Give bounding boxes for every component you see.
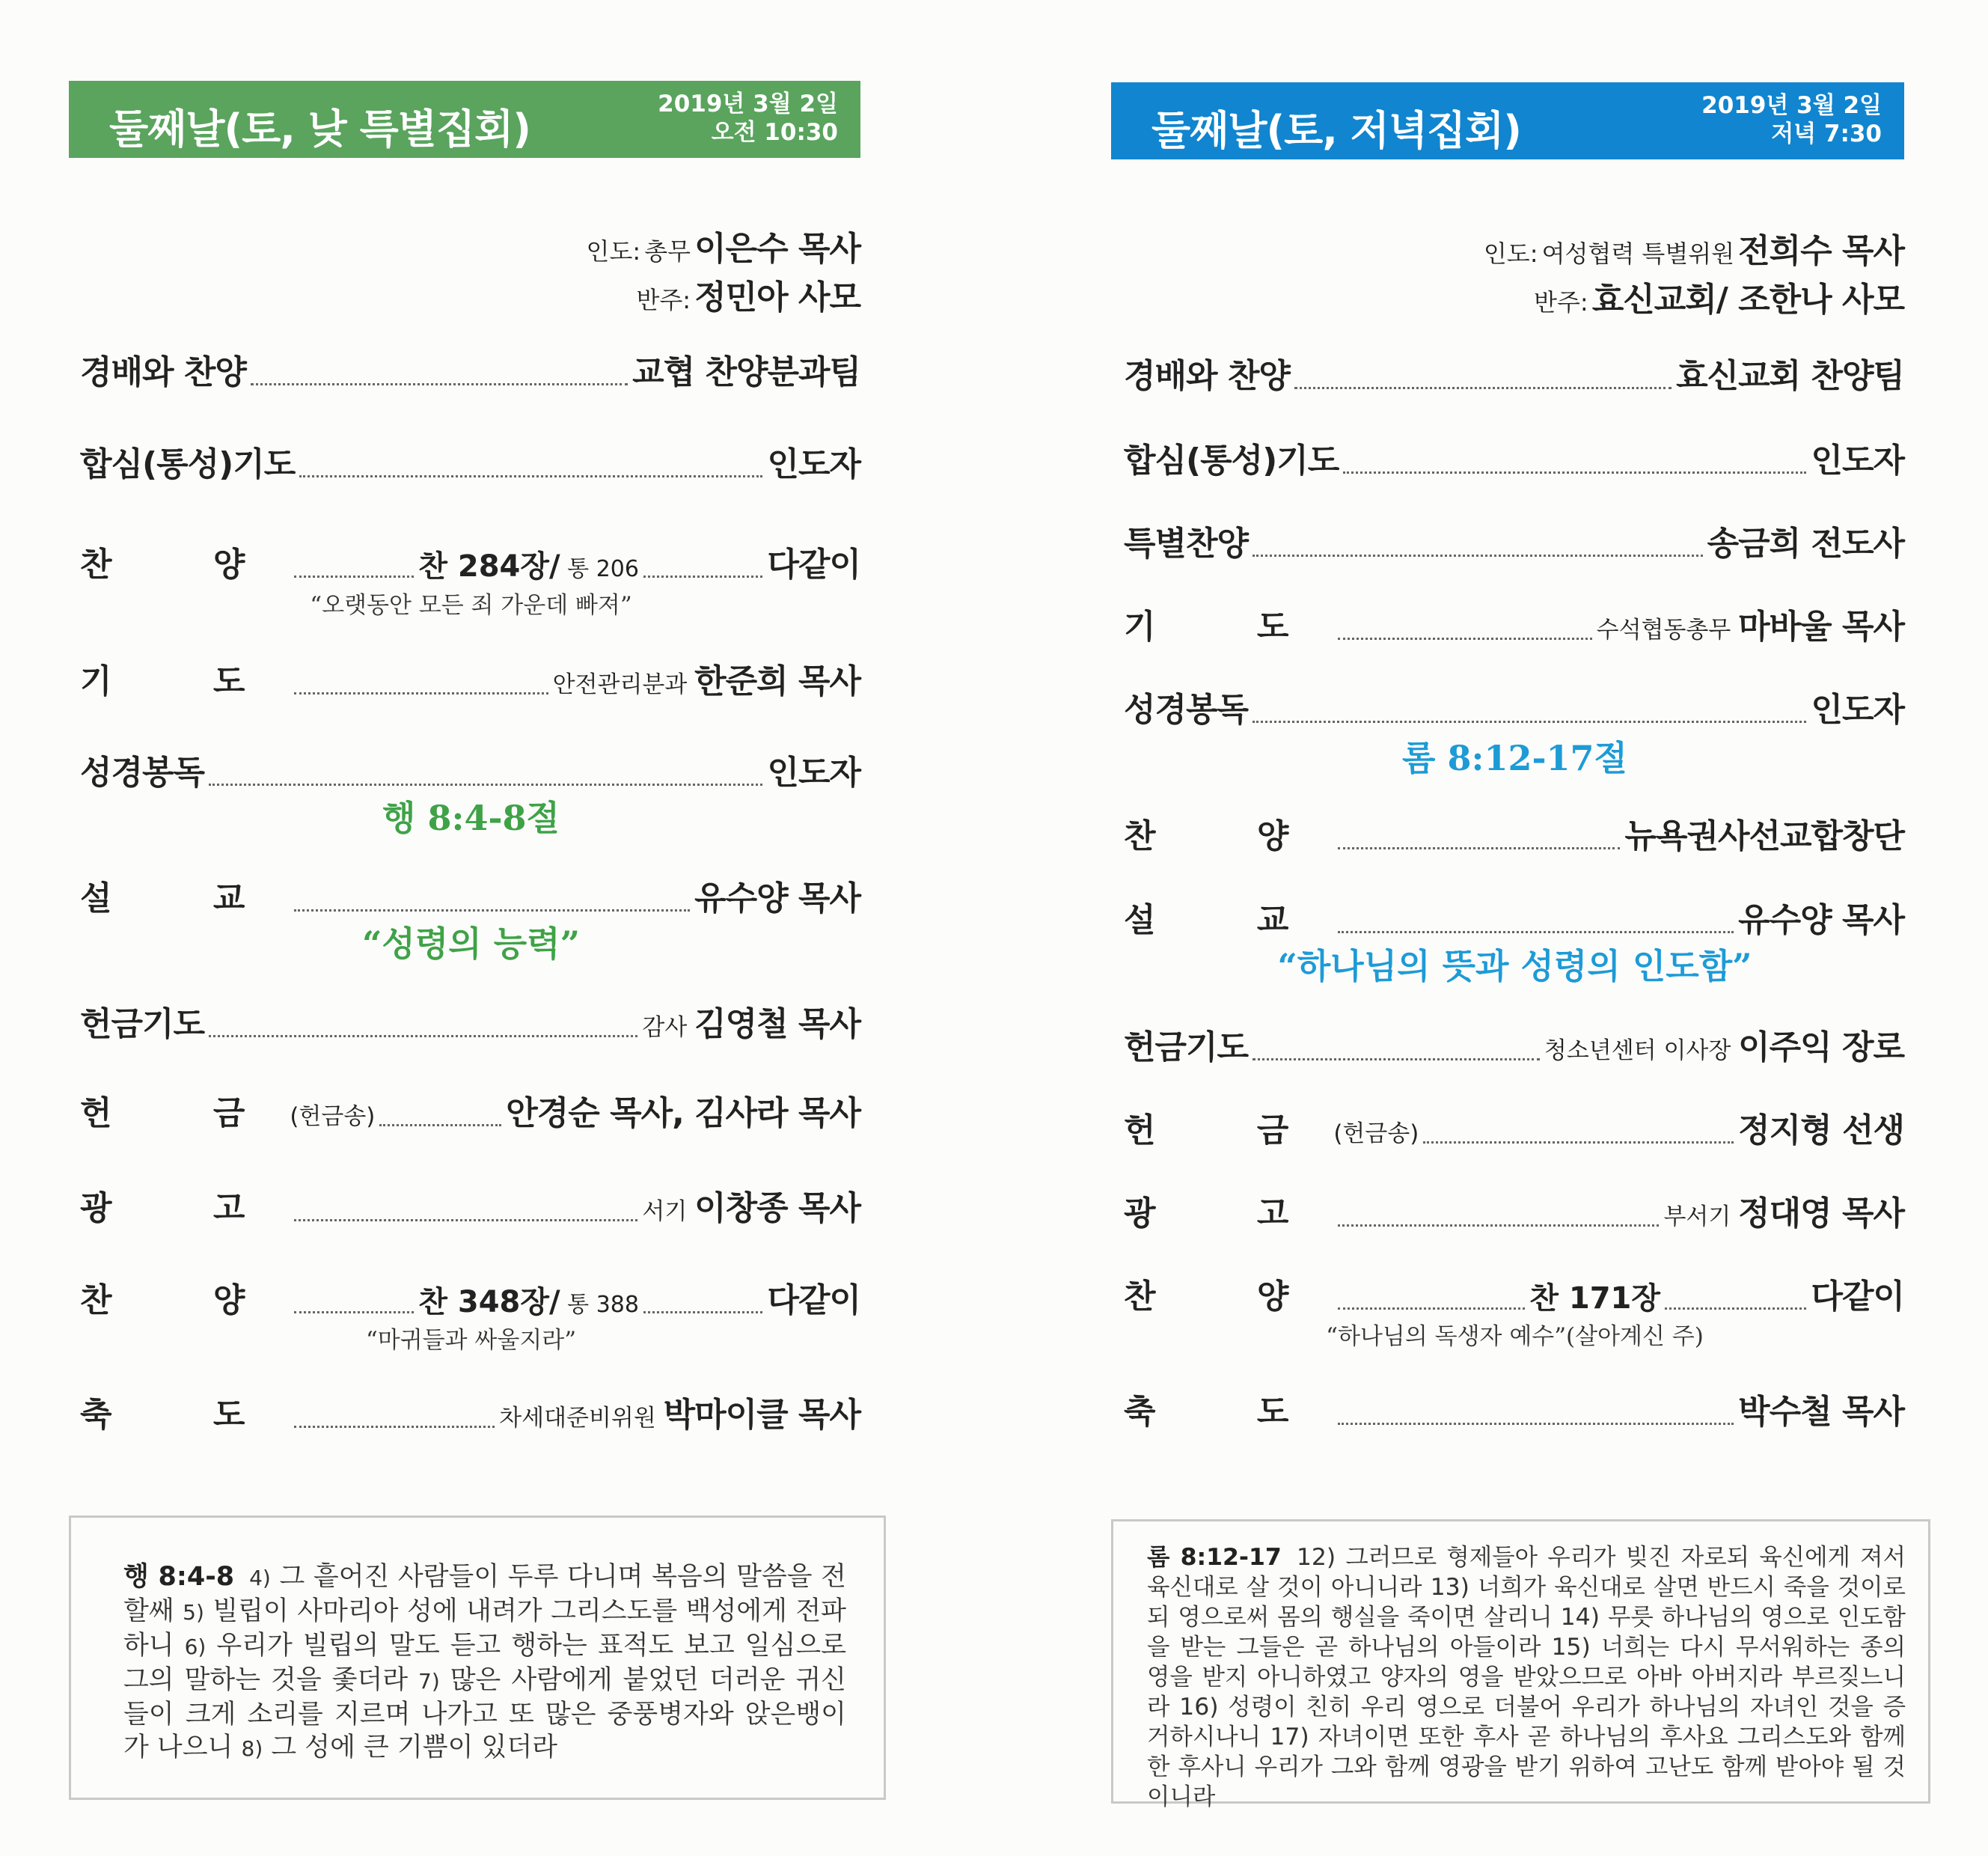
- leader-name: 전희수 목사: [1738, 232, 1904, 270]
- verse-number: 13): [1430, 1574, 1469, 1601]
- left-program-panel: [41, 0, 939, 1856]
- item-label: 특별찬양: [1124, 525, 1249, 563]
- dot-leader: [643, 1311, 763, 1313]
- item-value: 인도자: [1811, 691, 1904, 729]
- verse-text: 무릇 하나님의 영으로 인도함을 받는 그들은 곧 하나님의 아들이라: [1147, 1604, 1906, 1661]
- verse-number: 7): [418, 1669, 440, 1694]
- item-label: 설 교: [80, 879, 290, 918]
- sermon-title: “하나님의 뜻과 성령의 인도함”: [1277, 946, 1752, 986]
- item-value: 유수양 목사: [1738, 901, 1904, 939]
- dot-leader: [294, 692, 548, 695]
- verse-number: 8): [241, 1736, 263, 1761]
- scripture-text: [123, 1560, 846, 1765]
- verse-number: 12): [1296, 1544, 1336, 1571]
- item-value: 이주익 장로: [1738, 1028, 1904, 1066]
- item-label: 광 고: [80, 1189, 290, 1227]
- program-item-group-prayer: [1124, 436, 1904, 481]
- item-value: 정대영 목사: [1738, 1194, 1904, 1233]
- banner-date-line: 2019년 3월 2일: [658, 91, 838, 117]
- dot-leader: [209, 784, 762, 786]
- verse-text: 자녀이면 또한 후사 곧 하나님의 후사요 그리스도와 함께한 후사니 우리가 그와 함께 영광을 받기 위하여 고난도 함께 받아야 될 것이니라: [1147, 1724, 1906, 1810]
- program-item-offering-prayer: [80, 1000, 860, 1045]
- item-role: 수석협동총무: [1596, 617, 1739, 644]
- program-banner: [69, 81, 860, 158]
- dot-leader: [1338, 1423, 1734, 1425]
- item-value: 김영철 목사: [694, 1005, 860, 1043]
- program-item-offering-prayer: [1124, 1023, 1904, 1068]
- dot-leader: [1253, 555, 1703, 557]
- program-item-worship: [80, 348, 860, 393]
- item-value: 뉴욕권사선교합창단: [1624, 817, 1904, 855]
- hymn-title: “하나님의 독생자 예수”(살아계신 주): [1326, 1323, 1704, 1350]
- item-label: 축 도: [1124, 1393, 1334, 1431]
- dot-leader: [299, 475, 762, 477]
- leaders-block: [1484, 231, 1904, 328]
- hymn-number: [418, 1278, 639, 1321]
- item-value: 교협 찬양분과팀: [632, 353, 860, 391]
- item-value: 효신교회 찬양팀: [1676, 357, 1904, 395]
- scripture-passage: 행 8:4-8절: [382, 798, 560, 838]
- item-value: 인도자: [1811, 442, 1904, 480]
- program-item-group-prayer: [80, 440, 860, 485]
- dot-leader: [294, 576, 414, 578]
- verse-text: 너희는 다시 무서워하는 종의 영을 받지 아니하였고 양자의 영을 받았으므로 아바 아버지라 부르짖느니라: [1147, 1634, 1906, 1721]
- item-role: 차세대준비위원: [499, 1405, 664, 1432]
- item-label: 경배와 찬양: [1124, 357, 1290, 395]
- item-label-note: (헌금송): [1333, 1120, 1419, 1147]
- program-banner: [1111, 82, 1904, 159]
- program-item-prayer: [1124, 602, 1904, 647]
- item-label: 헌 금: [1124, 1111, 1334, 1150]
- hymn-number: [1529, 1275, 1660, 1317]
- dot-leader: [1338, 638, 1591, 640]
- verse-number: 14): [1560, 1604, 1600, 1631]
- hymn-alt: 통 388: [560, 1292, 639, 1318]
- program-item-sermon: [80, 874, 860, 919]
- hymn-alt: 통 206: [560, 556, 639, 582]
- item-value: 다같이: [767, 1281, 860, 1319]
- banner-date: [658, 90, 838, 147]
- banner-date-line: 2019년 3월 2일: [1701, 92, 1882, 119]
- accompanist-name: 정민아 사모: [694, 278, 860, 317]
- sermon-title: “성령의 능력”: [361, 924, 581, 964]
- program-item-offering: [1124, 1106, 1904, 1151]
- dot-leader: [294, 909, 690, 912]
- program-item-hymn: [80, 540, 860, 585]
- leader-role: 여성협력 특별위원: [1541, 239, 1735, 268]
- hymn-title: “오랫동안 모든 죄 가운데 빠져”: [310, 592, 632, 619]
- leader-name: 이은수 목사: [694, 230, 860, 268]
- dot-leader: [1338, 1307, 1525, 1310]
- program-item-benediction: [80, 1391, 860, 1435]
- dot-leader: [294, 1426, 495, 1428]
- verse-number: 4): [249, 1566, 271, 1590]
- scripture-text-box: [69, 1515, 886, 1800]
- item-value: 한준희 목사: [694, 662, 860, 700]
- program-item-special-music: [1124, 519, 1904, 564]
- dot-leader: [251, 383, 628, 385]
- program-item-closing-hymn: [1124, 1272, 1904, 1317]
- banner-time-line: 오전 10:30: [711, 119, 838, 146]
- hymn-main: 찬 348장/: [418, 1285, 560, 1319]
- scripture-ref: 롬 8:12-17: [1147, 1544, 1282, 1571]
- program-item-offering: [80, 1089, 860, 1134]
- scripture-text-box: [1111, 1519, 1930, 1810]
- item-label: 기 도: [80, 662, 290, 700]
- accompanist-prefix: 반주:: [1534, 288, 1588, 317]
- item-label: 합심(통성)기도: [1124, 442, 1339, 480]
- dot-leader: [294, 1311, 414, 1313]
- program-item-prayer: [80, 657, 860, 702]
- verse-number: 5): [183, 1600, 204, 1625]
- item-role: 안전관리분과: [552, 671, 695, 698]
- item-label: 설 교: [1124, 901, 1334, 939]
- dot-leader: [379, 1124, 501, 1126]
- item-label: 성경봉독: [80, 754, 205, 792]
- leader-role: 총무: [644, 237, 691, 266]
- item-label: 기 도: [1124, 608, 1334, 646]
- item-value: 정지형 선생: [1738, 1111, 1904, 1150]
- hymn-main: 찬 284장/: [418, 549, 560, 584]
- accompanist-name: 효신교회/ 조한나 사모: [1591, 281, 1904, 319]
- verse-text: 그러므로 형제들아 우리가 빚진 자로되 육신에게 져서 육신대로 살 것이 아니니라: [1147, 1544, 1906, 1601]
- item-value: 마바울 목사: [1738, 608, 1904, 646]
- banner-date: [1701, 91, 1882, 148]
- dot-leader: [643, 576, 763, 578]
- item-label: 헌금기도: [80, 1005, 205, 1043]
- scripture-text: [1147, 1542, 1906, 1812]
- dot-leader: [1294, 387, 1672, 389]
- verse-text: 그 성에 큰 기쁨이 있더라: [263, 1733, 557, 1762]
- program-item-announcements: [80, 1184, 860, 1229]
- item-label: 헌 금: [80, 1094, 290, 1132]
- program-item-worship: [1124, 352, 1904, 397]
- verse-text: 빌립이 사마리아 성에 내려가 그리스도를 백성에게 전파하니: [123, 1596, 846, 1661]
- item-label: 합심(통성)기도: [80, 445, 296, 483]
- dot-leader: [1253, 1058, 1540, 1060]
- item-label: 성경봉독: [1124, 691, 1249, 729]
- item-value: 송금희 전도사: [1707, 525, 1904, 563]
- hymn-number: [418, 543, 639, 585]
- leader-prefix: 인도:: [586, 237, 641, 266]
- accompanist-prefix: 반주:: [636, 286, 691, 314]
- program-item-choir: [1124, 812, 1904, 857]
- dot-leader: [1338, 1224, 1659, 1227]
- verse-text: 우리가 빌립의 말도 듣고 행하는 표적도 보고 일심으로 그의 말하는 것을 좇더라: [123, 1631, 847, 1695]
- item-role: 서기: [642, 1198, 695, 1225]
- item-label: 헌금기도: [1124, 1028, 1249, 1066]
- item-role: 부서기: [1663, 1203, 1739, 1230]
- verse-number: 6): [184, 1634, 207, 1659]
- item-role: 청소년센터 이사장: [1544, 1037, 1739, 1064]
- verse-number: 15): [1551, 1634, 1591, 1661]
- item-value: 박마이클 목사: [663, 1396, 860, 1434]
- banner-time-line: 저녁 7:30: [1771, 120, 1882, 147]
- verse-text: 너희가 육신대로 살면 반드시 죽을 것이로되 영으로써 몸의 행실을 죽이면 살리니: [1147, 1574, 1906, 1631]
- leader-line: [587, 228, 860, 277]
- item-value: 인도자: [767, 754, 860, 792]
- accompanist-line: [587, 277, 860, 326]
- program-item-scripture-reading: [1124, 686, 1904, 730]
- leader-line: [1484, 231, 1904, 279]
- program-item-scripture-reading: [80, 748, 860, 793]
- item-label: 광 고: [1124, 1194, 1334, 1233]
- hymn-main: 찬 171장: [1529, 1281, 1661, 1316]
- item-label: 찬 양: [80, 1281, 290, 1319]
- dot-leader: [1338, 931, 1734, 933]
- item-value: 박수철 목사: [1738, 1393, 1904, 1431]
- dot-leader: [209, 1035, 637, 1037]
- item-value: 안경순 목사, 김사라 목사: [506, 1094, 860, 1132]
- program-item-sermon: [1124, 896, 1904, 941]
- verse-text: 성령이 친히 우리 영으로 더불어 우리가 하나님의 자녀인 것을 증거하시나니: [1147, 1694, 1906, 1750]
- verse-number: 16): [1179, 1694, 1219, 1721]
- accompanist-line: [1484, 279, 1904, 328]
- dot-leader: [1343, 471, 1806, 474]
- item-value: 인도자: [767, 445, 860, 483]
- verse-text: 그 흩어진 사람들이 두루 다니며 복음의 말씀을 전할쌔: [123, 1562, 846, 1626]
- item-value: 다같이: [1811, 1277, 1904, 1316]
- dot-leader: [294, 1219, 637, 1221]
- leaders-block: [587, 228, 860, 326]
- program-item-closing-hymn: [80, 1276, 860, 1321]
- item-value: 유수양 목사: [694, 879, 860, 918]
- item-label: 경배와 찬양: [80, 353, 246, 391]
- verse-number: 17): [1270, 1724, 1309, 1750]
- item-label: 찬 양: [1124, 1277, 1334, 1316]
- banner-title: 둘째날(토, 저녁집회): [1151, 107, 1521, 154]
- item-value: 다같이: [767, 546, 860, 584]
- scripture-ref: 행 8:4-8: [123, 1562, 235, 1592]
- leader-prefix: 인도:: [1483, 239, 1538, 268]
- dot-leader: [1338, 847, 1620, 849]
- dot-leader: [1423, 1141, 1734, 1144]
- item-label: 축 도: [80, 1396, 290, 1434]
- verse-text: 많은 사람에게 붙었던 더러운 귀신들이 크게 소리를 지르며 나가고 또 많은 중풍병자와 앉은뱅이가 나으니: [123, 1665, 846, 1762]
- item-value: 이창종 목사: [694, 1189, 860, 1227]
- dot-leader: [1665, 1307, 1806, 1310]
- program-item-announcements: [1124, 1189, 1904, 1234]
- item-label: 찬 양: [1124, 817, 1334, 855]
- item-label-note: (헌금송): [290, 1103, 376, 1130]
- banner-title: 둘째날(토, 낮 특별집회): [109, 106, 530, 153]
- dot-leader: [1253, 721, 1806, 723]
- scripture-passage: 롬 8:12-17절: [1402, 738, 1627, 778]
- program-item-benediction: [1124, 1388, 1904, 1432]
- item-label: 찬 양: [80, 546, 290, 584]
- right-program-panel: [1085, 0, 1983, 1856]
- hymn-title: “마귀들과 싸울지라”: [365, 1327, 577, 1354]
- item-role: 감사: [642, 1014, 695, 1041]
